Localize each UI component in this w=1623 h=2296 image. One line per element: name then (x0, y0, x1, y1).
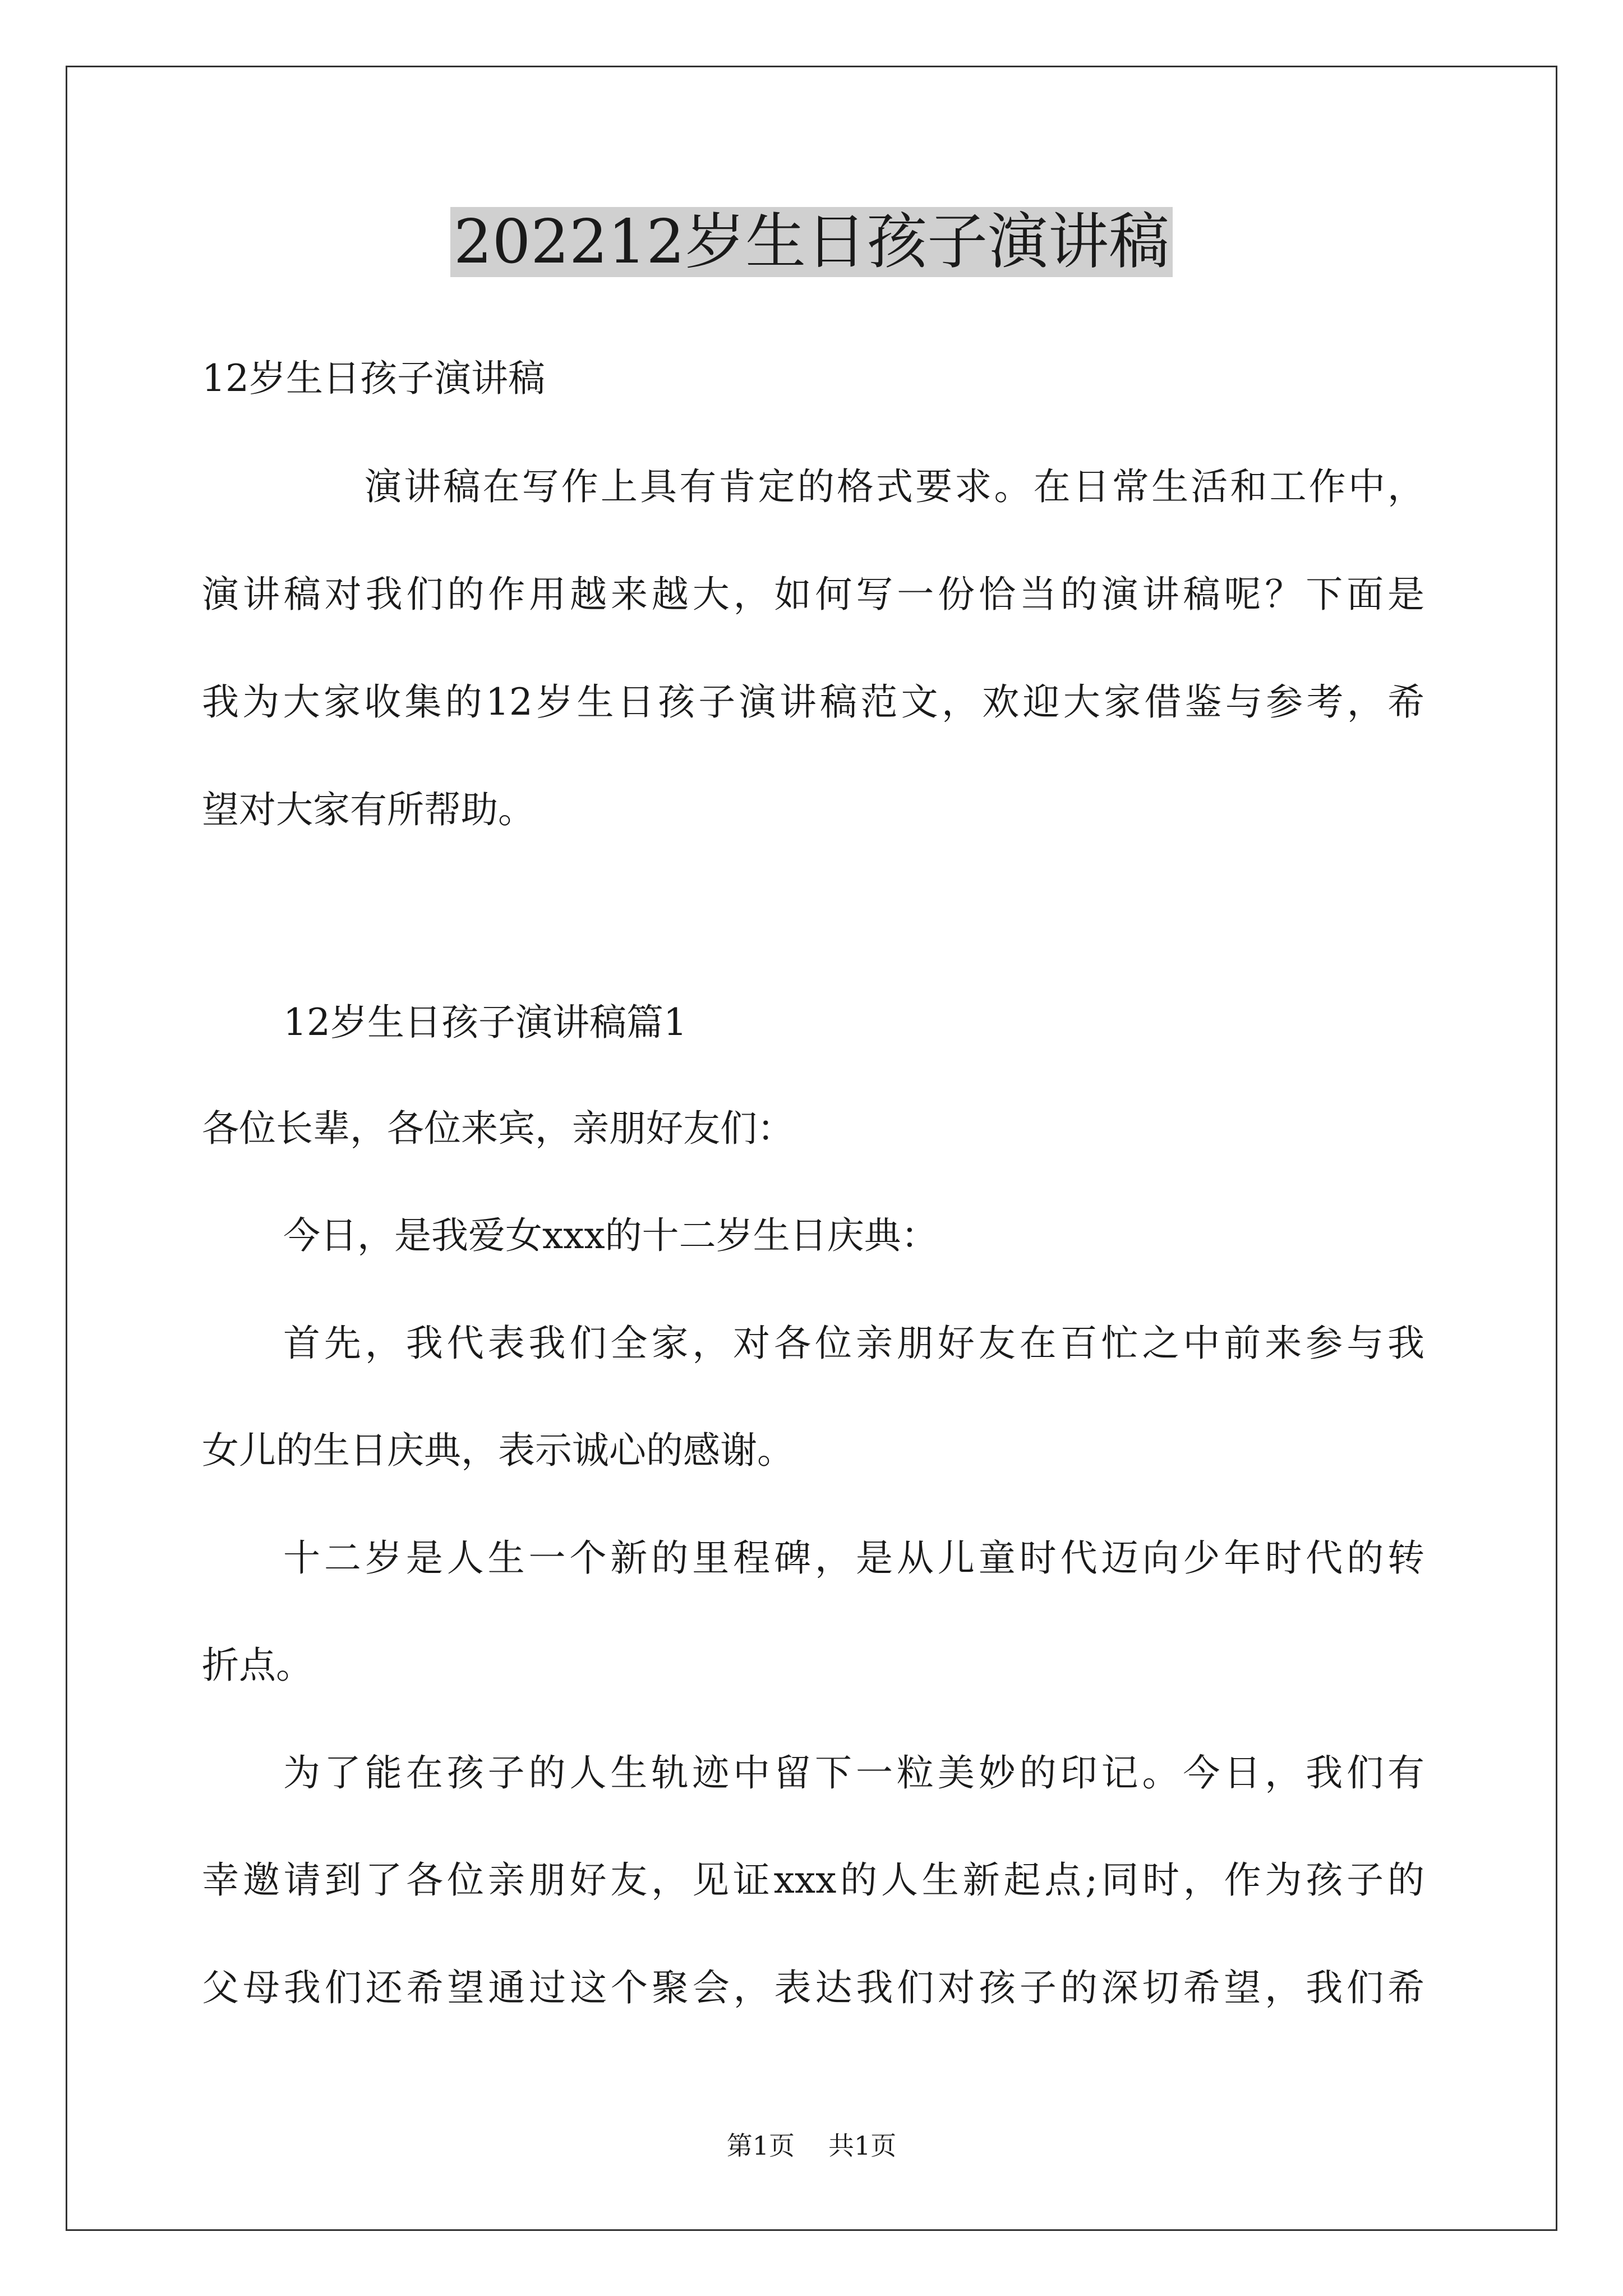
body-line-5: 十二岁是人生一个新的里程碑，是从儿童时代迈向少年时代的转 (283, 1536, 1424, 1580)
document-title (0, 203, 1623, 282)
intro-line-3: 我为大家收集的12岁生日孩子演讲稿范文，欢迎大家借鉴与参考，希 (202, 680, 1424, 724)
body-line-9: 父母我们还希望通过这个聚会，表达我们对孩子的深切希望，我们希 (202, 1966, 1424, 2009)
page-footer (0, 2129, 1623, 2162)
page-total: 共1页 (828, 2131, 897, 2161)
body-line-7: 为了能在孩子的人生轨迹中留下一粒美妙的印记。今日，我们有 (283, 1751, 1424, 1795)
page-number: 第1页 (726, 2131, 795, 2161)
body-line-1: 各位长辈，各位来宾，亲朋好友们： (202, 1107, 794, 1150)
document-subtitle: 12岁生日孩子演讲稿 (202, 357, 545, 400)
intro-line-2: 演讲稿对我们的作用越来越大，如何写一份恰当的演讲稿呢？下面是 (202, 573, 1424, 616)
body-line-8: 幸邀请到了各位亲朋好友，见证xxx的人生新起点;同时，作为孩子的 (202, 1858, 1424, 1902)
intro-line-1: 演讲稿在写作上具有肯定的格式要求。在日常生活和工作中， (365, 465, 1424, 508)
document-title-text: 202212岁生日孩子演讲稿 (450, 207, 1173, 277)
body-line-4: 女儿的生日庆典，表示诚心的感谢。 (202, 1429, 794, 1472)
body-line-3: 首先，我代表我们全家，对各位亲朋好友在百忙之中前来参与我 (283, 1322, 1424, 1365)
body-line-6: 折点。 (202, 1644, 313, 1687)
section-title: 12岁生日孩子演讲稿篇1 (283, 1001, 687, 1044)
intro-line-4: 望对大家有所帮助。 (202, 788, 535, 831)
body-line-2: 今日，是我爱女xxx的十二岁生日庆典： (283, 1214, 938, 1257)
